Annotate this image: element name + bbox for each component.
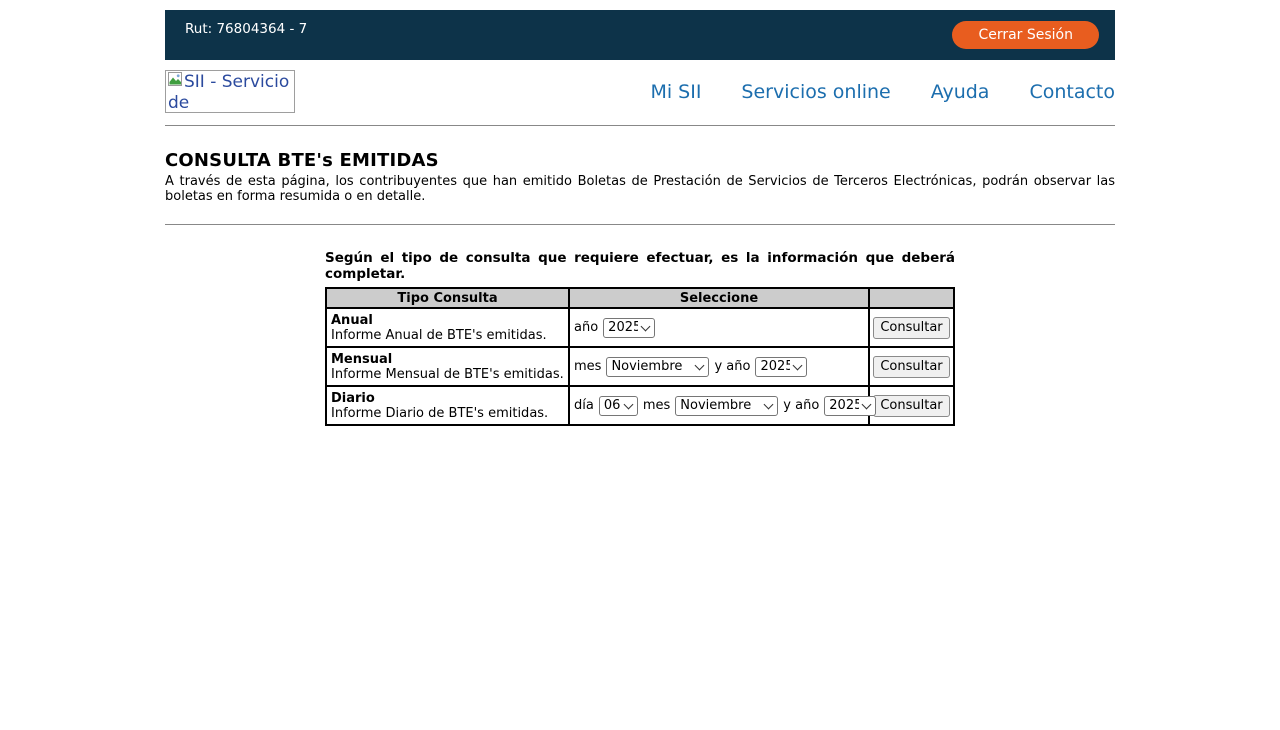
- anual-year-select-wrap: [603, 318, 655, 338]
- diario-select-cell: [569, 386, 869, 425]
- anual-type-label: Anual: [331, 312, 373, 328]
- broken-image-icon: [168, 72, 183, 87]
- mensual-type-description: Informe Mensual de BTE's emitidas.: [331, 366, 564, 382]
- diario-day-select-wrap: [599, 396, 638, 416]
- table-header-row: [326, 288, 954, 308]
- page-description: A través de esta página, los contribuyentes que han emitido Boletas de Prestación de Servicios de Terceros Electrónicas, podrán observar las boletas en forma resumida o en detalle.: [165, 174, 1115, 204]
- mensual-select-cell: [569, 347, 869, 386]
- sii-logo-broken-image[interactable]: [165, 70, 295, 113]
- consultar-anual-button[interactable]: Consultar: [873, 317, 950, 339]
- mensual-month-select-wrap: [606, 357, 709, 377]
- column-header-action: [869, 288, 954, 308]
- mensual-year-label: y año: [714, 359, 751, 374]
- diario-year-select-wrap: [824, 396, 876, 416]
- consulta-table: [325, 287, 955, 426]
- anual-action-cell: [869, 308, 954, 347]
- nav-item-mi-sii[interactable]: Mi SII: [650, 80, 702, 103]
- diario-action-cell: [869, 386, 954, 425]
- nav-item-servicios-online[interactable]: Servicios online: [741, 80, 891, 103]
- anual-type-description: Informe Anual de BTE's emitidas.: [331, 327, 547, 343]
- content-divider: [165, 224, 1115, 225]
- diario-month-select-wrap: [675, 396, 778, 416]
- page-container: [165, 10, 1115, 426]
- header-divider: [165, 125, 1115, 126]
- diario-month-select[interactable]: [675, 396, 778, 416]
- anual-select-cell: [569, 308, 869, 347]
- diario-day-label: día: [574, 398, 594, 413]
- mensual-month-select[interactable]: [606, 357, 709, 377]
- table-row-mensual: [326, 347, 954, 386]
- column-header-seleccione: Seleccione: [569, 288, 869, 308]
- nav-item-ayuda[interactable]: Ayuda: [930, 80, 990, 103]
- table-row-diario: [326, 386, 954, 425]
- diario-year-select[interactable]: [824, 396, 876, 416]
- mensual-action-cell: [869, 347, 954, 386]
- table-row-anual: [326, 308, 954, 347]
- anual-year-label: año: [574, 320, 599, 335]
- diario-type-description: Informe Diario de BTE's emitidas.: [331, 405, 549, 421]
- logout-button[interactable]: Cerrar Sesión: [952, 21, 1099, 49]
- diario-type-label: Diario: [331, 390, 375, 406]
- diario-year-label: y año: [783, 398, 820, 413]
- diario-day-select[interactable]: [599, 396, 638, 416]
- logo-nav-row: [165, 70, 1115, 113]
- page-title: CONSULTA BTE's EMITIDAS: [165, 150, 439, 171]
- instruction-text: Según el tipo de consulta que requiere efectuar, es la información que deberá completar.: [325, 250, 955, 282]
- top-bar: [165, 10, 1115, 60]
- mensual-type-cell: [326, 347, 569, 386]
- consultar-mensual-button[interactable]: Consultar: [873, 356, 950, 378]
- consultar-diario-button[interactable]: Consultar: [873, 395, 950, 417]
- main-nav: [650, 81, 1115, 103]
- anual-type-cell: [326, 308, 569, 347]
- mensual-month-label: mes: [574, 359, 602, 374]
- anual-year-select[interactable]: [603, 318, 655, 338]
- mensual-type-label: Mensual: [331, 351, 393, 367]
- mensual-year-select-wrap: [755, 357, 807, 377]
- logo-alt-text: SII - Servicio de: [168, 72, 290, 113]
- diario-type-cell: [326, 386, 569, 425]
- rut-label: Rut: 76804364 - 7: [185, 21, 308, 37]
- mensual-year-select[interactable]: [755, 357, 807, 377]
- nav-item-contacto[interactable]: Contacto: [1029, 80, 1115, 103]
- consulta-section: [325, 251, 955, 426]
- diario-month-label: mes: [642, 398, 671, 413]
- column-header-tipo-consulta: Tipo Consulta: [326, 288, 569, 308]
